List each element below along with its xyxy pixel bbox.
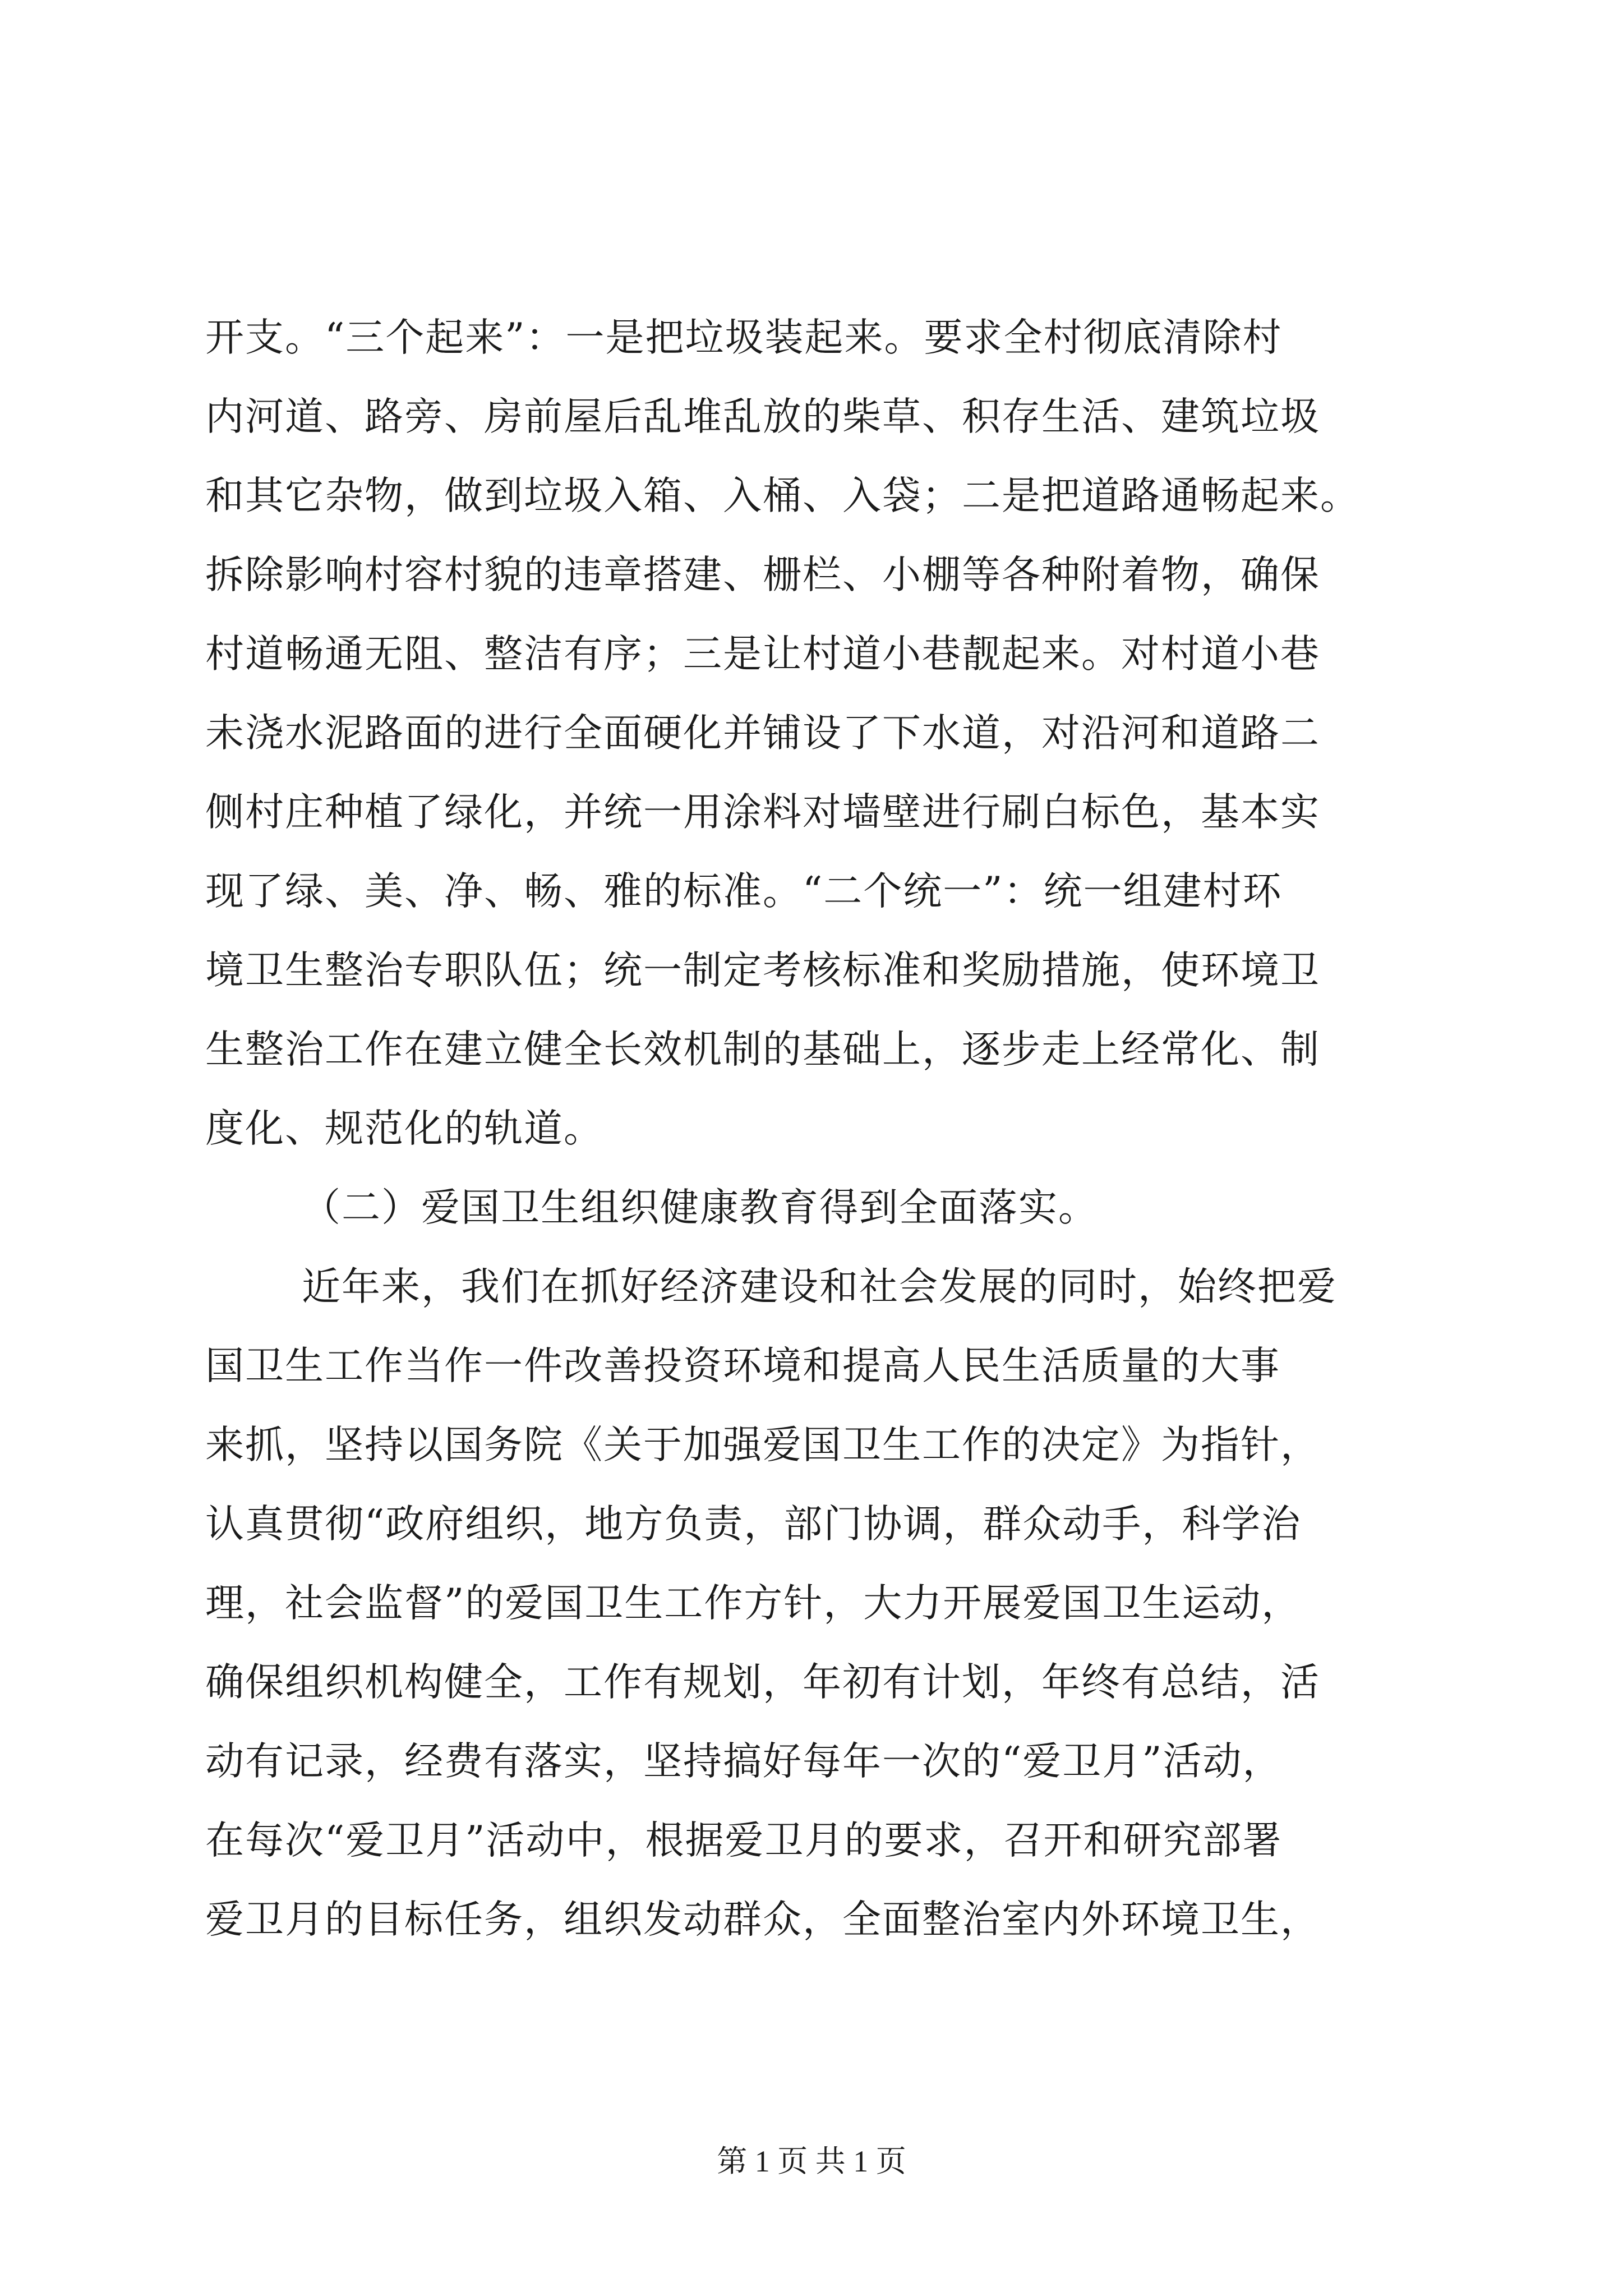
paragraph-line: 近年来，我们在抓好经济建设和社会发展的同时，始终把爱 <box>302 1264 1337 1309</box>
paragraph-line: 动有记录，经费有落实，坚持搞好每年一次的“爱卫月”活动， <box>205 1739 1283 1784</box>
paragraph-line: 侧村庄种植了绿化，并统一用涂料对墙壁进行刷白标色，基本实 <box>205 790 1320 835</box>
paragraph-line: 理，社会监督”的爱国卫生工作方针，大力开展爱国卫生运动， <box>205 1581 1302 1626</box>
paragraph-line: 确保组织机构健全，工作有规划，年初有计划，年终有总结，活 <box>205 1660 1320 1705</box>
paragraph-line: 现了绿、美、净、畅、雅的标准。“二个统一”：统一组建村环 <box>205 869 1283 914</box>
paragraph-line: 拆除影响村容村貌的违章搭建、栅栏、小棚等各种附着物，确保 <box>205 553 1320 597</box>
paragraph-line: 未浇水泥路面的进行全面硬化并铺设了下水道，对沿河和道路二 <box>205 711 1320 756</box>
paragraph-line: 国卫生工作当作一件改善投资环境和提高人民生活质量的大事 <box>205 1343 1280 1388</box>
paragraph-line: 在每次“爱卫月”活动中，根据爱卫月的要求，召开和研究部署 <box>205 1818 1283 1863</box>
paragraph-line: 内河道、路旁、房前屋后乱堆乱放的柴草、积存生活、建筑垃圾 <box>205 394 1320 439</box>
section-heading: （二）爱国卫生组织健康教育得到全面落实。 <box>302 1185 1098 1230</box>
paragraph-line: 和其它杂物，做到垃圾入箱、入桶、入袋；二是把道路通畅起来。 <box>205 473 1360 518</box>
paragraph-line: 开支。“三个起来”：一是把垃圾装起来。要求全村彻底清除村 <box>205 315 1283 360</box>
paragraph-line: 境卫生整治专职队伍；统一制定考核标准和奖励措施，使环境卫 <box>205 948 1320 993</box>
paragraph-line: 认真贯彻“政府组织，地方负责，部门协调，群众动手，科学治 <box>205 1502 1302 1547</box>
page-number-footer: 第 1 页 共 1 页 <box>717 2145 906 2178</box>
paragraph-line: 生整治工作在建立健全长效机制的基础上，逐步走上经常化、制 <box>205 1027 1320 1072</box>
paragraph-line: 来抓，坚持以国务院《关于加强爱国卫生工作的决定》为指针， <box>205 1423 1320 1467</box>
paragraph-line: 村道畅通无阻、整洁有序；三是让村道小巷靓起来。对村道小巷 <box>205 632 1320 677</box>
paragraph-line: 爱卫月的目标任务，组织发动群众，全面整治室内外环境卫生， <box>205 1897 1320 1942</box>
paragraph-line: 度化、规范化的轨道。 <box>205 1106 603 1151</box>
